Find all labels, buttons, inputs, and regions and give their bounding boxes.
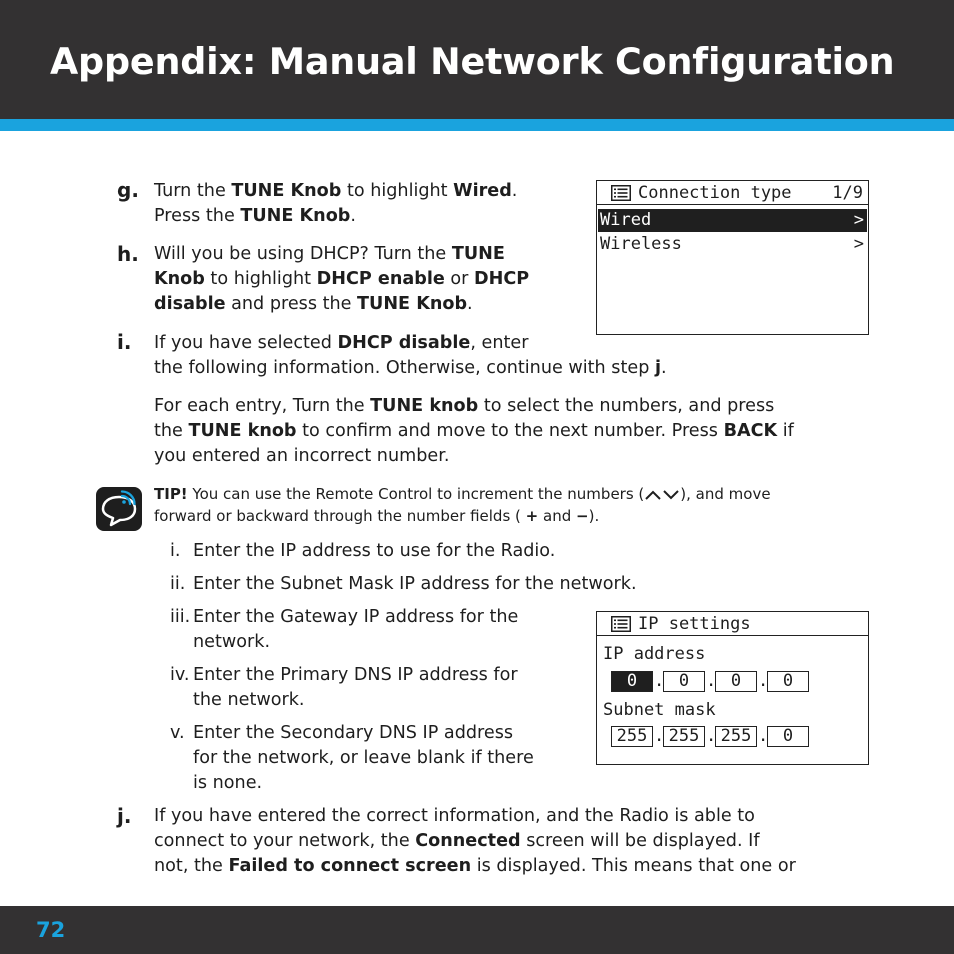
screen-title-bar	[597, 612, 868, 636]
subnet-octet-field[interactable]: 255	[715, 726, 757, 747]
substep-text: Enter the IP address to use for the Radio.	[193, 541, 556, 561]
step-h-label: h.	[117, 242, 139, 266]
step-i-para2-line2: the TUNE knob to confirm and move to the next number. Press BACK if	[154, 421, 794, 441]
step-i-line2: the following information. Otherwise, continue with step j.	[154, 358, 667, 378]
connection-type-screen	[596, 180, 869, 335]
screen-title: Connection type	[638, 183, 792, 203]
step-h-line3: disable and press the TUNE Knob.	[154, 294, 473, 314]
substep-text: the network.	[193, 690, 305, 710]
tip-line2: forward or backward through the number fields ( + and −).	[154, 507, 600, 525]
chevron-up-icon	[644, 489, 662, 501]
header-accent-stripe	[0, 119, 954, 131]
tip-label: TIP!	[154, 485, 188, 503]
substep-text: Enter the Primary DNS IP address for	[193, 665, 518, 685]
menu-item-label: Wired	[600, 210, 652, 230]
ip-octet-field[interactable]: 0	[663, 671, 705, 692]
substep-text: Enter the Subnet Mask IP address for the network.	[193, 574, 637, 594]
ip-address-label: IP address	[603, 644, 706, 664]
subnet-octet-field[interactable]: 255	[611, 726, 653, 747]
substep-num: v.	[170, 723, 185, 743]
subnet-octet-field[interactable]: 0	[767, 726, 809, 747]
screen-title-bar	[597, 181, 868, 205]
substep-num: iii.	[170, 607, 191, 627]
speech-bubble-signal-icon	[96, 487, 142, 531]
step-g-line1: Turn the TUNE Knob to highlight Wired.	[154, 181, 518, 201]
substep-text: is none.	[193, 773, 263, 793]
ip-octet-field[interactable]: 0	[767, 671, 809, 692]
subnet-octet-field[interactable]: 255	[663, 726, 705, 747]
chevron-down-icon	[662, 489, 680, 501]
menu-item-label: Wireless	[600, 234, 682, 254]
ip-octet-field[interactable]: 0	[611, 671, 653, 692]
step-h-line2: Knob to highlight DHCP enable or DHCP	[154, 269, 530, 289]
step-j-line3: not, the Failed to connect screen is displayed. This means that one or	[154, 856, 796, 876]
step-i-line1: If you have selected DHCP disable, enter	[154, 333, 529, 353]
ip-separator: .	[758, 726, 769, 746]
menu-item-wired[interactable]	[598, 209, 867, 232]
ip-settings-screen	[596, 611, 869, 765]
substep-text: Enter the Secondary DNS IP address	[193, 723, 514, 743]
page-number: 72	[36, 918, 66, 942]
step-g-line2: Press the TUNE Knob.	[154, 206, 356, 226]
step-j-line1: If you have entered the correct information, and the Radio is able to	[154, 806, 755, 826]
step-j-line2: connect to your network, the Connected screen will be displayed. If	[154, 831, 760, 851]
substep-text: network.	[193, 632, 271, 652]
menu-item-wireless[interactable]	[598, 233, 867, 256]
chevron-right-icon: >	[853, 234, 864, 254]
screen-title: IP settings	[638, 614, 751, 634]
ip-octet-field[interactable]: 0	[715, 671, 757, 692]
ip-separator: .	[706, 726, 717, 746]
ip-separator: .	[654, 726, 665, 746]
list-menu-icon	[611, 185, 631, 201]
step-j-label: j.	[117, 804, 132, 828]
screen-page-indicator: 1/9	[832, 183, 863, 203]
step-i-para2-line3: you entered an incorrect number.	[154, 446, 450, 466]
chevron-right-icon: >	[853, 210, 864, 230]
tip-line1: TIP! You can use the Remote Control to increment the numbers ( ), and move	[154, 485, 771, 503]
substep-num: i.	[170, 541, 181, 561]
ip-separator: .	[706, 671, 717, 691]
substep-num: ii.	[170, 574, 186, 594]
ip-separator: .	[654, 671, 665, 691]
step-h-line1: Will you be using DHCP? Turn the TUNE	[154, 244, 505, 264]
substep-num: iv.	[170, 665, 190, 685]
page-title: Appendix: Manual Network Configuration	[50, 40, 895, 83]
page-footer	[0, 906, 954, 954]
subnet-mask-label: Subnet mask	[603, 700, 716, 720]
ip-separator: .	[758, 671, 769, 691]
step-i-label: i.	[117, 330, 132, 354]
step-i-para2-line1: For each entry, Turn the TUNE knob to select the numbers, and press	[154, 396, 775, 416]
step-g-label: g.	[117, 178, 139, 202]
substep-text: Enter the Gateway IP address for the	[193, 607, 519, 627]
list-menu-icon	[611, 616, 631, 632]
substep-text: for the network, or leave blank if there	[193, 748, 534, 768]
